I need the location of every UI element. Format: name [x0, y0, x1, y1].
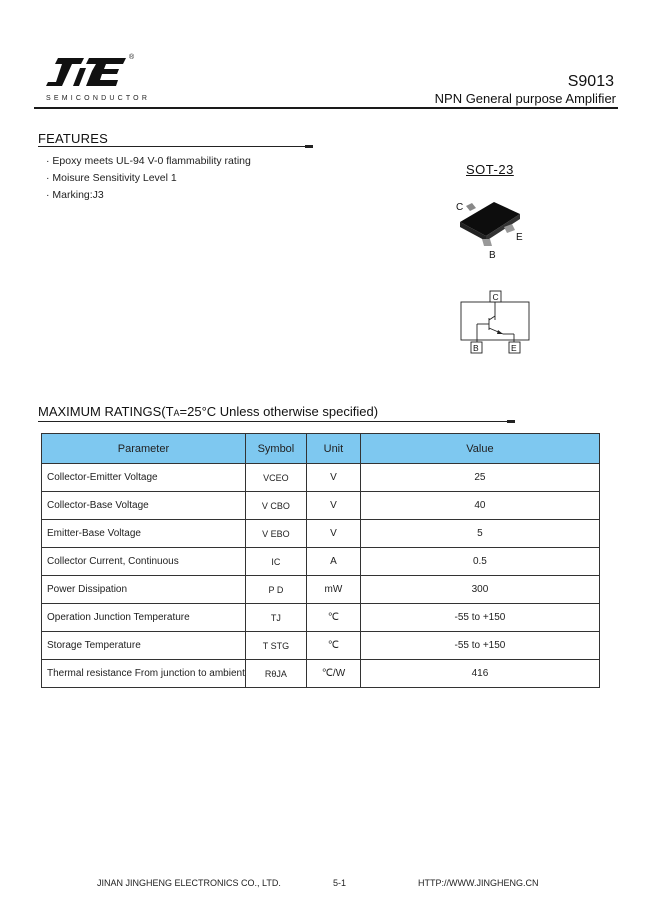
features-divider	[38, 146, 312, 147]
pin-e-label: E	[516, 232, 523, 243]
schematic-pin-e: E	[511, 343, 517, 353]
cell-symbol: RθJA	[245, 660, 306, 688]
cell-parameter: Operation Junction Temperature	[42, 604, 246, 632]
schematic-pin-b: B	[473, 343, 479, 353]
cell-value: 25	[360, 464, 599, 492]
ratings-title-rest: =25°C Unless otherwise specified)	[179, 404, 379, 419]
cell-symbol: IC	[245, 548, 306, 576]
feature-item: · Moisure Sensitivity Level 1	[46, 172, 177, 184]
features-divider-mark	[305, 145, 313, 148]
table-row	[42, 548, 600, 576]
cell-value: 416	[360, 660, 599, 688]
cell-value: -55 to +150	[360, 632, 599, 660]
ratings-title-sub: A	[173, 408, 180, 418]
cell-parameter: Storage Temperature	[42, 632, 246, 660]
footer-company: JINAN JINGHENG ELECTRONICS CO., LTD.	[97, 878, 281, 888]
cell-value: -55 to +150	[360, 604, 599, 632]
header-unit: Unit	[306, 434, 360, 464]
features-list	[46, 153, 251, 204]
feature-item: · Epoxy meets UL-94 V-0 flammability rating	[46, 155, 251, 167]
cell-value: 300	[360, 576, 599, 604]
cell-symbol: T STG	[245, 632, 306, 660]
features-title: FEATURES	[38, 131, 108, 146]
footer-page-number: 5-1	[333, 878, 347, 888]
cell-unit: V	[306, 464, 360, 492]
cell-unit: ℃/W	[306, 660, 360, 688]
cell-parameter: Power Dissipation	[42, 576, 246, 604]
cell-parameter: Emitter-Base Voltage	[42, 520, 246, 548]
schematic-pin-c: C	[492, 292, 499, 302]
sot23-package-drawing	[448, 192, 538, 264]
ratings-divider-mark	[507, 420, 515, 423]
cell-unit: A	[306, 548, 360, 576]
cell-parameter: Collector Current, Continuous	[42, 548, 246, 576]
cell-parameter: Thermal resistance From junction to ambient	[42, 660, 246, 688]
footer-url[interactable]: HTTP://WWW.JINGHENG.CN	[418, 878, 539, 888]
cell-symbol: VCEO	[245, 464, 306, 492]
header-value: Value	[360, 434, 599, 464]
cell-unit: V	[306, 492, 360, 520]
part-description: NPN General purpose Amplifier	[434, 91, 616, 106]
cell-symbol: TJ	[245, 604, 306, 632]
cell-symbol: V CBO	[245, 492, 306, 520]
ratings-title	[38, 404, 378, 419]
cell-value: 0.5	[360, 548, 599, 576]
cell-unit: ℃	[306, 632, 360, 660]
pin-b-label: B	[489, 250, 496, 261]
table-row	[42, 576, 600, 604]
part-number: S9013	[567, 73, 614, 90]
max-ratings-table	[41, 433, 600, 688]
cell-parameter: Collector-Emitter Voltage	[42, 464, 246, 492]
table-row	[42, 604, 600, 632]
table-row	[42, 660, 600, 688]
cell-parameter: Collector-Base Voltage	[42, 492, 246, 520]
cell-symbol: V EBO	[245, 520, 306, 548]
cell-unit: V	[306, 520, 360, 548]
registered-mark: ®	[129, 54, 135, 61]
table-row	[42, 492, 600, 520]
cell-unit: ℃	[306, 604, 360, 632]
ratings-divider	[38, 421, 514, 422]
table-row	[42, 520, 600, 548]
table-row	[42, 632, 600, 660]
transistor-schematic	[455, 288, 535, 360]
logo-company-label: SEMICONDUCTOR	[46, 95, 151, 102]
feature-item: · Marking:J3	[46, 189, 104, 201]
header-divider	[34, 107, 618, 109]
cell-symbol: P D	[245, 576, 306, 604]
company-logo	[44, 50, 136, 90]
package-label: SOT-23	[466, 162, 514, 177]
cell-value: 40	[360, 492, 599, 520]
cell-value: 5	[360, 520, 599, 548]
cell-unit: mW	[306, 576, 360, 604]
table-row	[42, 464, 600, 492]
header-parameter: Parameter	[42, 434, 246, 464]
pin-c-label: C	[456, 202, 464, 213]
ratings-title-main: MAXIMUM RATINGS(T	[38, 404, 174, 419]
table-header-row	[42, 434, 600, 464]
header-symbol: Symbol	[245, 434, 306, 464]
